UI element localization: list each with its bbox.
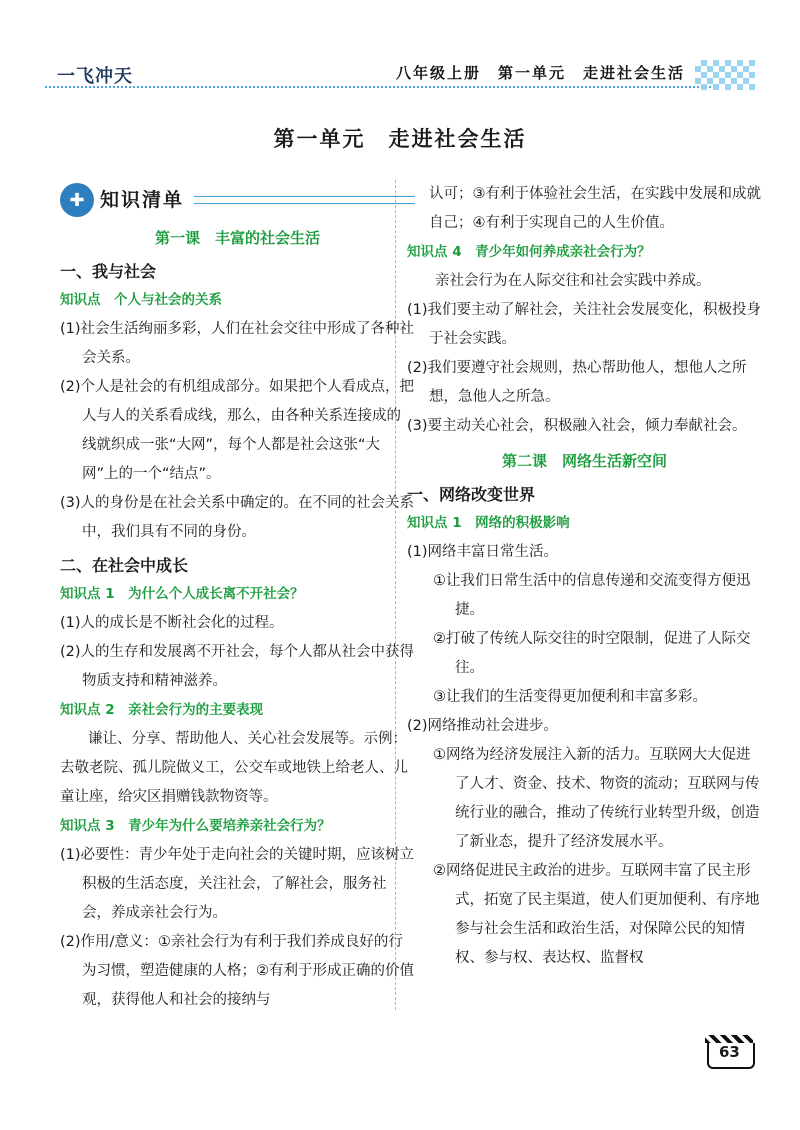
knowledge-point: 知识点 个人与社会的关系 — [60, 292, 222, 308]
paragraph: ②打破了传统人际交往的时空限制，促进了人际交往。 — [433, 631, 751, 676]
paragraph: ①让我们日常生活中的信息传递和交流变得方便迅捷。 — [433, 573, 751, 618]
page-header — [45, 56, 755, 92]
paragraph: (2)作用/意义：①亲社会行为有利于我们养成良好的行为习惯，塑造健康的人格；②有利于形成正确的价值观，获得他人和社会的接纳与 — [60, 934, 414, 1008]
page-number — [705, 1035, 755, 1069]
lesson-title: 第二课 网络生活新空间 — [501, 452, 667, 470]
paragraph: 认可；③有利于体验社会生活，在实践中发展和成就自己；④有利于实现自己的人生价值。 — [429, 186, 761, 231]
knowledge-point: 知识点 2 亲社会行为的主要表现 — [60, 702, 264, 718]
paragraph: 谦让、分享、帮助他人、关心社会发展等。示例：去敬老院、孤儿院做义工，公交车或地铁上给老人、儿童让座，给灾区捐赠钱款物资等。 — [60, 731, 408, 805]
paragraph: (2)网络推动社会进步。 — [407, 718, 559, 734]
knowledge-point: 知识点 3 青少年为什么要培养亲社会行为？ — [60, 818, 331, 834]
right-column — [407, 180, 762, 973]
paragraph: ②网络促进民主政治的进步。互联网丰富了民主形式，拓宽了民主渠道，使人们更加便利、有序地参与社会生活和政治生活，对保障公民的知情权、参与权、表达权、监督权 — [433, 863, 760, 966]
page-number-text: 63 — [719, 1043, 740, 1061]
badge-bar — [194, 196, 415, 204]
paragraph: (1)我们要主动了解社会，关注社会发展变化，积极投身于社会实践。 — [407, 302, 762, 347]
puzzle-icon: ✚ — [60, 183, 94, 217]
knowledge-list-badge — [60, 180, 415, 220]
lesson-title: 第一课 丰富的社会生活 — [154, 229, 320, 247]
unit-title: 第一单元 走进社会生活 — [273, 126, 527, 151]
paragraph: 亲社会行为在人际交往和社会实践中养成。 — [435, 273, 711, 289]
header-breadcrumb: 八年级上册 第一单元 走进社会生活 — [395, 64, 685, 82]
paragraph: (2)个人是社会的有机组成部分。如果把个人看成点，把人与人的关系看成线，那么，由各种关系连接成的线就织成一张“大网”，每个人都是社会这张“大网”上的一个“结点”。 — [60, 379, 415, 482]
paragraph: (1)必要性：青少年处于走向社会的关键时期，应该树立积极的生活态度，关注社会，了解社会，服务社会，养成亲社会行为。 — [60, 847, 415, 921]
paragraph: (1)网络丰富日常生活。 — [407, 544, 559, 560]
left-column — [60, 180, 415, 1015]
paragraph: ①网络为经济发展注入新的活力。互联网大大促进了人才、资金、技术、物资的流动；互联网与传统行业的融合，推动了传统行业转型升级，创造了新业态，提升了经济发展水平。 — [433, 747, 760, 850]
paragraph: ③让我们的生活变得更加便利和丰富多彩。 — [433, 689, 707, 705]
stripes-decoration — [705, 1035, 753, 1043]
header-divider — [45, 86, 715, 88]
paragraph: (1)社会生活绚丽多彩，人们在社会交往中形成了各种社会关系。 — [60, 321, 415, 366]
checker-pattern-icon — [695, 60, 755, 90]
knowledge-point: 知识点 1 为什么个人成长离不开社会？ — [60, 586, 304, 602]
paragraph: (2)我们要遵守社会规则，热心帮助他人，想他人之所想，急他人之所急。 — [407, 360, 747, 405]
badge-label: 知识清单 — [100, 188, 185, 211]
section-heading: 一、网络改变世界 — [407, 485, 536, 504]
logo: 一飞冲天 — [57, 66, 133, 87]
paragraph: (2)人的生存和发展离不开社会，每个人都从社会中获得物质支持和精神滋养。 — [60, 644, 415, 689]
knowledge-point: 知识点 1 网络的积极影响 — [407, 515, 570, 531]
paragraph: (1)人的成长是不断社会化的过程。 — [60, 615, 284, 631]
knowledge-point: 知识点 4 青少年如何养成亲社会行为？ — [407, 244, 651, 260]
section-heading: 二、在社会中成长 — [60, 556, 189, 575]
paragraph: (3)人的身份是在社会关系中确定的。在不同的社会关系中，我们具有不同的身份。 — [60, 495, 415, 540]
section-heading: 一、我与社会 — [60, 262, 157, 281]
paragraph: (3)要主动关心社会，积极融入社会，倾力奉献社会。 — [407, 418, 747, 434]
